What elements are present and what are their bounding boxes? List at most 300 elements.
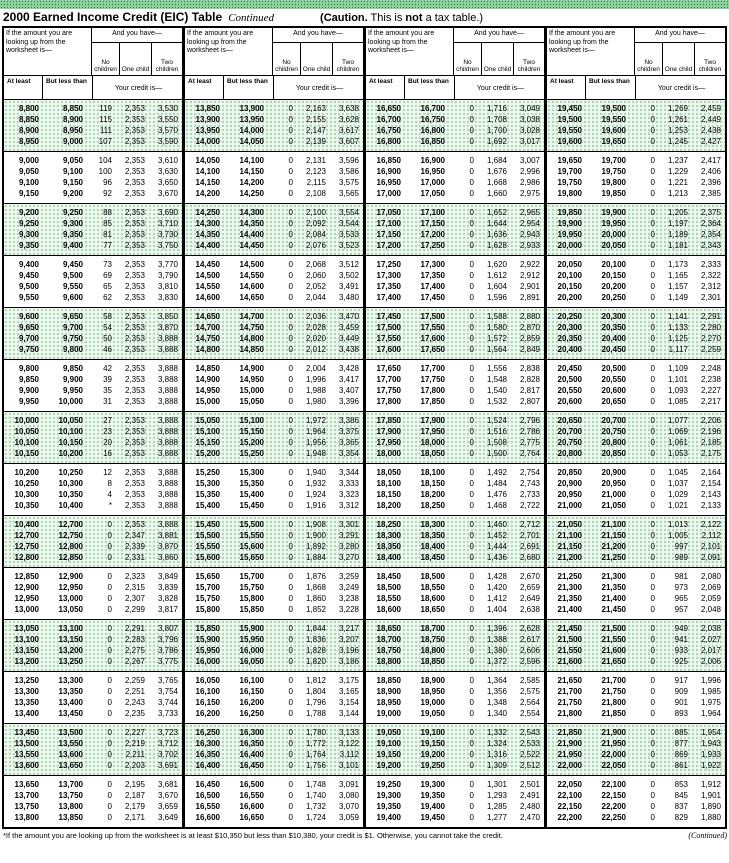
credit-two-children: 2,248	[700, 364, 721, 373]
table-row	[185, 374, 363, 385]
green-halftone-band	[0, 0, 729, 9]
credit-two-children: 2,364	[700, 219, 721, 228]
but-less-than-value: 19,650	[601, 137, 626, 146]
credit-no-children: 0	[650, 531, 655, 540]
table-row	[4, 292, 182, 303]
credit-two-children: 3,512	[338, 260, 359, 269]
credit-two-children: 2,796	[519, 416, 540, 425]
table-row	[547, 467, 725, 478]
at-least-value: 9,850	[18, 375, 39, 384]
table-panel-4	[544, 28, 725, 827]
table-row	[366, 541, 544, 552]
at-least-value: 22,100	[557, 791, 582, 800]
credit-no-children: 0	[650, 178, 655, 187]
row-group	[4, 359, 182, 411]
table-row	[547, 779, 725, 790]
credit-no-children: 0	[288, 416, 293, 425]
at-least-value: 8,850	[18, 115, 39, 124]
table-row	[547, 259, 725, 270]
credit-one-child: 1,604	[486, 282, 507, 291]
table-row	[547, 385, 725, 396]
but-less-than-label: But less than	[223, 76, 273, 99]
credit-one-child: 1,492	[486, 468, 507, 477]
table-row	[547, 656, 725, 667]
credit-no-children: 0	[650, 230, 655, 239]
credit-one-child: 1,876	[305, 572, 326, 581]
table-row	[4, 270, 182, 281]
credit-no-children: 0	[469, 219, 474, 228]
but-less-than-label: But less than	[42, 76, 92, 99]
credit-no-children: 0	[469, 241, 474, 250]
at-least-value: 9,700	[18, 334, 39, 343]
but-less-than-value: 16,050	[239, 657, 264, 666]
credit-two-children: 3,459	[338, 323, 359, 332]
at-least-value: 13,900	[195, 115, 220, 124]
credit-two-children: 2,701	[519, 531, 540, 540]
at-least-value: 19,650	[557, 156, 582, 165]
table-row	[185, 155, 363, 166]
but-less-than-value: 13,900	[239, 104, 264, 113]
credit-no-children: 0	[107, 605, 112, 614]
credit-one-child: 1,460	[486, 520, 507, 529]
table-row	[366, 571, 544, 582]
at-least-value: 16,550	[195, 802, 220, 811]
table-row	[4, 812, 182, 823]
table-row	[366, 500, 544, 511]
credit-one-child: 1,988	[305, 386, 326, 395]
credit-one-child: 2,353	[124, 260, 145, 269]
at-least-value: 16,650	[376, 104, 401, 113]
at-least-value: 20,850	[557, 468, 582, 477]
but-less-than-value: 17,500	[420, 312, 445, 321]
credit-one-child: 2,353	[124, 282, 145, 291]
credit-one-child: 1,868	[305, 583, 326, 592]
credit-two-children: 3,765	[157, 676, 178, 685]
credit-two-children: 2,596	[519, 657, 540, 666]
but-less-than-value: 10,100	[58, 427, 83, 436]
at-least-value: 15,150	[195, 438, 220, 447]
row-group	[366, 359, 544, 411]
credit-two-children: 2,396	[700, 178, 721, 187]
credit-two-children: 3,691	[157, 761, 178, 770]
credit-two-children: 3,628	[338, 115, 359, 124]
credit-one-child: 1,069	[667, 427, 688, 436]
credit-two-children: 3,249	[338, 583, 359, 592]
at-least-value: 10,100	[14, 438, 39, 447]
at-least-value: 19,200	[376, 761, 401, 770]
at-least-value: 18,250	[376, 520, 401, 529]
at-least-value: 16,450	[195, 780, 220, 789]
at-least-value: 9,300	[18, 230, 39, 239]
but-less-than-value: 14,000	[239, 126, 264, 135]
credit-two-children: 3,038	[519, 115, 540, 124]
credit-no-children: 0	[469, 490, 474, 499]
credit-no-children: 0	[650, 312, 655, 321]
row-group	[547, 515, 725, 567]
credit-no-children: 0	[650, 323, 655, 332]
credit-no-children: 0	[288, 208, 293, 217]
table-row	[547, 448, 725, 459]
at-least-value: 21,800	[557, 709, 582, 718]
at-least-value: 20,250	[557, 312, 582, 321]
credit-one-child: 2,331	[124, 553, 145, 562]
credit-no-children: 0	[107, 780, 112, 789]
credit-no-children: 0	[650, 293, 655, 302]
credit-two-children: 3,028	[519, 126, 540, 135]
table-row	[185, 760, 363, 771]
credit-two-children: 3,786	[157, 646, 178, 655]
credit-one-child: 2,353	[124, 115, 145, 124]
credit-no-children: 0	[469, 156, 474, 165]
credit-no-children: 0	[469, 271, 474, 280]
at-least-value: 9,550	[18, 293, 39, 302]
at-least-value: 14,450	[195, 260, 220, 269]
credit-one-child: 2,227	[124, 728, 145, 737]
credit-two-children: 3,070	[338, 802, 359, 811]
but-less-than-label: But less than	[585, 76, 635, 99]
but-less-than-value: 21,400	[601, 594, 626, 603]
credit-one-child: 1,836	[305, 635, 326, 644]
but-less-than-value: 10,000	[58, 397, 83, 406]
col-header-one-child: One child	[300, 43, 332, 75]
at-least-value: 18,500	[376, 583, 401, 592]
row-group	[4, 100, 182, 151]
credit-one-child: 2,179	[124, 802, 145, 811]
credit-one-child: 2,353	[124, 323, 145, 332]
but-less-than-value: 20,150	[601, 271, 626, 280]
at-least-value: 14,700	[195, 323, 220, 332]
credit-two-children: 3,491	[338, 282, 359, 291]
at-least-value: 21,650	[557, 676, 582, 685]
but-less-than-value: 14,800	[239, 334, 264, 343]
but-less-than-value: 13,700	[58, 780, 83, 789]
credit-no-children: 0	[650, 676, 655, 685]
credit-one-child: 1,676	[486, 167, 507, 176]
at-least-value: 21,150	[557, 542, 582, 551]
but-less-than-value: 12,750	[58, 531, 83, 540]
credit-one-child: 1,620	[486, 260, 507, 269]
credit-one-child: 1,061	[667, 438, 688, 447]
credit-two-children: 2,975	[519, 189, 540, 198]
credit-one-child: 1,692	[486, 137, 507, 146]
credit-two-children: 1,975	[700, 698, 721, 707]
at-least-value: 17,550	[376, 334, 401, 343]
credit-no-children: 0	[469, 802, 474, 811]
children-column-headers	[635, 43, 725, 75]
but-less-than-value: 20,400	[601, 334, 626, 343]
credit-no-children: 0	[650, 115, 655, 124]
credit-two-children: 3,449	[338, 334, 359, 343]
but-less-than-value: 21,100	[601, 520, 626, 529]
table-row	[185, 259, 363, 270]
credit-two-children: 2,491	[519, 791, 540, 800]
credit-no-children: 0	[469, 709, 474, 718]
table-row	[366, 437, 544, 448]
at-least-value: 15,800	[195, 605, 220, 614]
credit-two-children: 1,912	[700, 780, 721, 789]
credit-two-children: 1,943	[700, 739, 721, 748]
credit-one-child: 1,900	[305, 531, 326, 540]
credit-two-children: 2,638	[519, 605, 540, 614]
credit-no-children: 0	[107, 728, 112, 737]
at-least-value: 16,500	[195, 791, 220, 800]
credit-no-children: 0	[288, 312, 293, 321]
table-row	[366, 812, 544, 823]
credit-one-child: 1,532	[486, 397, 507, 406]
credit-no-children: 27	[103, 416, 112, 425]
credit-one-child: 1,756	[305, 761, 326, 770]
table-row	[366, 604, 544, 615]
at-least-value: 16,600	[195, 813, 220, 822]
table-row	[547, 541, 725, 552]
but-less-than-value: 16,850	[420, 137, 445, 146]
table-row	[547, 552, 725, 563]
credit-two-children: 2,838	[519, 364, 540, 373]
credit-two-children: 3,101	[338, 761, 359, 770]
credit-no-children: 0	[650, 386, 655, 395]
but-less-than-value: 13,800	[58, 802, 83, 811]
credit-one-child: 1,948	[305, 449, 326, 458]
credit-one-child: 1,237	[667, 156, 688, 165]
row-group	[366, 619, 544, 671]
table-row	[366, 311, 544, 322]
at-least-value: 14,400	[195, 241, 220, 250]
credit-one-child: 957	[674, 605, 688, 614]
credit-one-child: 2,353	[124, 104, 145, 113]
but-less-than-value: 13,300	[58, 676, 83, 685]
credit-two-children: 3,712	[157, 739, 178, 748]
credit-one-child: 1,668	[486, 178, 507, 187]
credit-no-children: 31	[103, 397, 112, 406]
credit-one-child: 925	[674, 657, 688, 666]
but-less-than-value: 9,150	[62, 178, 83, 187]
credit-one-child: 1,149	[667, 293, 688, 302]
at-least-value: 19,050	[376, 728, 401, 737]
but-less-than-value: 20,100	[601, 260, 626, 269]
table-row	[547, 415, 725, 426]
credit-no-children: 0	[650, 802, 655, 811]
credit-one-child: 2,353	[124, 241, 145, 250]
credit-two-children: 3,610	[157, 156, 178, 165]
credit-two-children: 2,470	[519, 813, 540, 822]
col-header-one-child: One child	[119, 43, 151, 75]
credit-no-children: 0	[469, 583, 474, 592]
credit-no-children: 0	[650, 709, 655, 718]
but-less-than-value: 14,600	[239, 282, 264, 291]
credit-one-child: 1,588	[486, 312, 507, 321]
credit-two-children: 3,775	[157, 657, 178, 666]
credit-one-child: 1,404	[486, 605, 507, 614]
table-row	[547, 177, 725, 188]
table-row	[185, 738, 363, 749]
col-header-two-children: Two children	[694, 43, 725, 75]
credit-no-children: 0	[650, 687, 655, 696]
credit-no-children: 0	[469, 416, 474, 425]
at-least-value: 15,550	[195, 542, 220, 551]
table-row	[547, 396, 725, 407]
credit-one-child: 2,259	[124, 676, 145, 685]
credit-two-children: 2,175	[700, 449, 721, 458]
table-row	[547, 623, 725, 634]
but-less-than-value: 13,500	[58, 728, 83, 737]
children-column-headers	[454, 43, 544, 75]
row-group	[185, 151, 363, 203]
but-less-than-value: 21,650	[601, 657, 626, 666]
credit-one-child: 1,109	[667, 364, 688, 373]
credit-one-child: 893	[674, 709, 688, 718]
title-continued: Continued	[228, 12, 275, 24]
table-row	[547, 478, 725, 489]
but-less-than-value: 17,400	[420, 282, 445, 291]
at-least-value: 14,650	[195, 312, 220, 321]
table-row	[185, 344, 363, 355]
at-least-value: 15,900	[195, 635, 220, 644]
at-least-value: 9,150	[18, 189, 39, 198]
at-least-value: 15,250	[195, 468, 220, 477]
row-group	[4, 411, 182, 463]
credit-two-children: 3,860	[157, 553, 178, 562]
row-group	[366, 775, 544, 827]
at-least-value: 16,850	[376, 156, 401, 165]
but-less-than-value: 14,650	[239, 293, 264, 302]
credit-no-children: 0	[107, 761, 112, 770]
credit-one-child: 2,267	[124, 657, 145, 666]
credit-no-children: 0	[469, 761, 474, 770]
credit-two-children: 2,006	[700, 657, 721, 666]
credit-one-child: 1,860	[305, 594, 326, 603]
credit-two-children: 2,312	[700, 282, 721, 291]
table-row	[185, 396, 363, 407]
credit-one-child: 2,347	[124, 531, 145, 540]
credit-one-child: 2,036	[305, 312, 326, 321]
credit-no-children: 0	[650, 282, 655, 291]
at-least-value: 21,950	[557, 750, 582, 759]
at-least-value: 9,650	[18, 323, 39, 332]
credit-one-child: 2,353	[124, 479, 145, 488]
credit-no-children: 0	[650, 345, 655, 354]
but-less-than-value: 13,350	[58, 687, 83, 696]
at-least-value: 20,500	[557, 375, 582, 384]
credit-no-children: 0	[288, 501, 293, 510]
but-less-than-value: 9,800	[62, 345, 83, 354]
credit-one-child: 1,037	[667, 479, 688, 488]
credit-one-child: 1,956	[305, 438, 326, 447]
but-less-than-value: 21,350	[601, 583, 626, 592]
credit-no-children: 0	[107, 583, 112, 592]
but-less-than-value: 17,700	[420, 364, 445, 373]
but-less-than-value: 9,850	[62, 364, 83, 373]
credit-no-children: 58	[103, 312, 112, 321]
credit-no-children: 0	[650, 241, 655, 250]
at-least-value: 17,400	[376, 293, 401, 302]
credit-one-child: 2,353	[124, 501, 145, 510]
but-less-than-value: 16,250	[239, 709, 264, 718]
but-less-than-value: 16,700	[420, 104, 445, 113]
credit-two-children: 3,888	[157, 386, 178, 395]
credit-one-child: 973	[674, 583, 688, 592]
credit-no-children: 35	[103, 386, 112, 395]
credit-two-children: 2,522	[519, 750, 540, 759]
credit-two-children: 3,333	[338, 479, 359, 488]
but-less-than-value: 17,350	[420, 271, 445, 280]
at-least-value: 19,150	[376, 750, 401, 759]
credit-two-children: 3,670	[157, 189, 178, 198]
but-less-than-value: 16,950	[420, 167, 445, 176]
credit-one-child: 1,205	[667, 208, 688, 217]
but-less-than-value: 9,200	[62, 189, 83, 198]
credit-one-child: 941	[674, 635, 688, 644]
table-row	[547, 322, 725, 333]
credit-one-child: 1,053	[667, 449, 688, 458]
credit-one-child: 2,131	[305, 156, 326, 165]
credit-one-child: 1,253	[667, 126, 688, 135]
credit-two-children: 2,533	[519, 739, 540, 748]
credit-two-children: 2,880	[519, 312, 540, 321]
table-row	[4, 686, 182, 697]
but-less-than-value: 21,600	[601, 646, 626, 655]
credit-two-children: 2,585	[519, 676, 540, 685]
at-least-label: At least	[550, 78, 574, 85]
at-least-value: 21,200	[557, 553, 582, 562]
at-least-value: 13,850	[195, 104, 220, 113]
credit-one-child: 1,093	[667, 386, 688, 395]
row-group	[547, 151, 725, 203]
credit-two-children: 2,185	[700, 438, 721, 447]
at-least-value: 17,050	[376, 208, 401, 217]
credit-two-children: 3,575	[338, 178, 359, 187]
at-least-value: 16,800	[376, 137, 401, 146]
table-row	[547, 727, 725, 738]
but-less-than-value: 21,050	[601, 501, 626, 510]
table-row	[366, 155, 544, 166]
credit-two-children: 3,796	[157, 635, 178, 644]
but-less-than-value: 14,250	[239, 189, 264, 198]
but-less-than-value: 14,200	[239, 178, 264, 187]
credit-two-children: 3,650	[157, 178, 178, 187]
but-less-than-value: 18,600	[420, 594, 445, 603]
row-group	[547, 775, 725, 827]
but-less-than-value: 15,200	[239, 438, 264, 447]
table-row	[366, 530, 544, 541]
table-row	[366, 207, 544, 218]
credit-one-child: 2,353	[124, 167, 145, 176]
table-row	[4, 136, 182, 147]
credit-no-children: 0	[107, 813, 112, 822]
but-less-than-value: 19,250	[420, 761, 445, 770]
credit-two-children: 3,596	[338, 156, 359, 165]
panel-subheader	[4, 76, 182, 100]
credit-no-children: 0	[650, 334, 655, 343]
credit-two-children: 3,323	[338, 490, 359, 499]
credit-no-children: 0	[469, 739, 474, 748]
table-row	[547, 292, 725, 303]
credit-two-children: 2,775	[519, 438, 540, 447]
table-row	[185, 634, 363, 645]
at-least-value: 18,100	[376, 479, 401, 488]
table-row	[366, 801, 544, 812]
credit-one-child: 845	[674, 791, 688, 800]
row-group	[4, 307, 182, 359]
but-less-than-value: 16,200	[239, 698, 264, 707]
table-row	[185, 593, 363, 604]
credit-no-children: 0	[469, 375, 474, 384]
credit-no-children: 0	[107, 553, 112, 562]
but-less-than-value: 10,150	[58, 438, 83, 447]
at-least-value: 13,250	[14, 676, 39, 685]
credit-one-child: 1,045	[667, 468, 688, 477]
credit-no-children: 0	[469, 698, 474, 707]
credit-no-children: 0	[469, 208, 474, 217]
